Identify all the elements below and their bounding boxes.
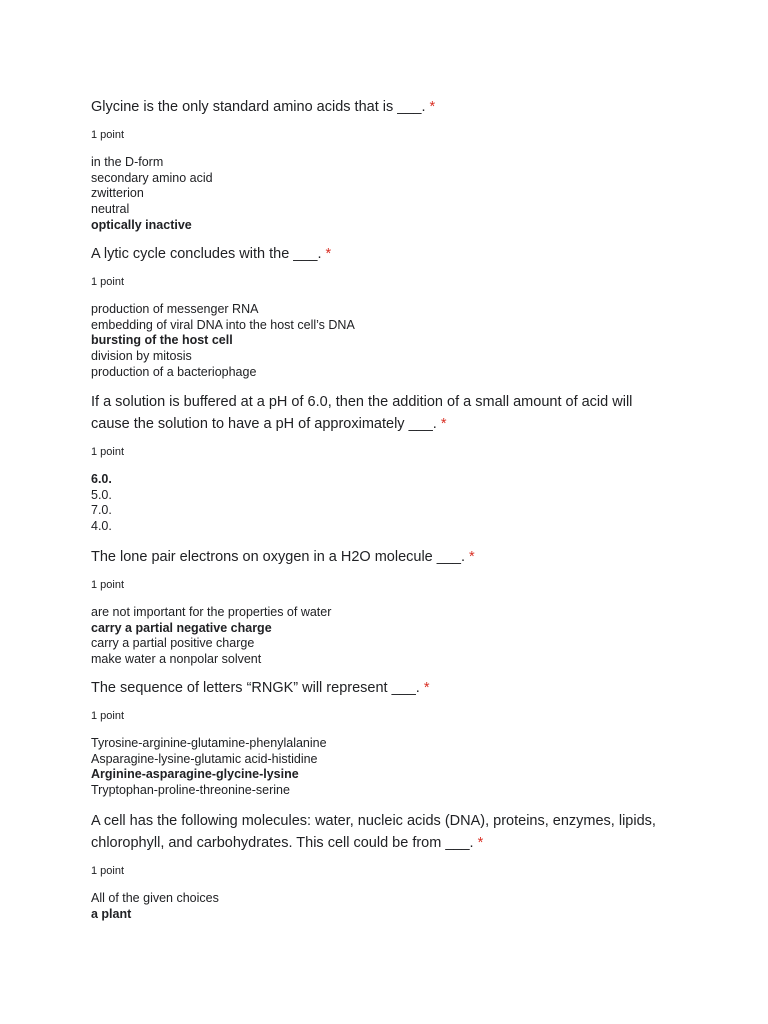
required-asterisk: *	[325, 246, 332, 262]
correct-answer-option: carry a partial negative charge	[91, 620, 272, 635]
answer-option: Asparagine-lysine-glutamic acid-histidine	[91, 751, 318, 766]
answer-option: Tyrosine-arginine-glutamine-phenylalanine	[91, 736, 327, 750]
required-asterisk: *	[423, 680, 430, 696]
correct-answer-option: a plant	[91, 906, 132, 921]
answer-option: zwitterion	[91, 186, 144, 201]
points-label: 1 point	[91, 129, 125, 141]
answer-option: division by mitosis	[91, 349, 192, 364]
question-text: The lone pair electrons on oxygen in a H2O molecule ___. *	[91, 549, 475, 565]
required-asterisk: *	[440, 416, 447, 432]
question-4	[91, 546, 658, 668]
question-3	[91, 391, 658, 535]
question-text: A cell has the following molecules: water, nucleic acids (DNA), proteins, enzymes, lipids, chlorophyll, and carbohydrates. This cell could be from ___. *	[91, 813, 656, 851]
correct-answer-option: bursting of the host cell	[91, 333, 233, 348]
points-label: 1 point	[91, 865, 125, 877]
question-text: If a solution is buffered at a pH of 6.0, then the addition of a small amount of acid will cause the solution to have a pH of approximately ___. *	[91, 394, 633, 432]
question-2	[91, 243, 658, 381]
answer-option: All of the given choices	[91, 891, 219, 905]
answer-option: carry a partial positive charge	[91, 636, 255, 651]
question-text: Glycine is the only standard amino acids that is ___. *	[91, 99, 436, 115]
answer-option: production of messenger RNA	[91, 302, 259, 316]
answer-option: 5.0.	[91, 487, 112, 502]
required-asterisk: *	[429, 99, 436, 115]
points-label: 1 point	[91, 579, 125, 591]
answer-option: make water a nonpolar solvent	[91, 652, 262, 667]
required-asterisk: *	[469, 549, 475, 565]
answer-option: embedding of viral DNA into the host cell’s DNA	[91, 317, 355, 332]
question-text: The sequence of letters “RNGK” will represent ___. *	[91, 680, 430, 696]
correct-answer-option: 6.0.	[91, 472, 112, 486]
question-1	[91, 96, 658, 234]
answer-option: in the D-form	[91, 155, 164, 169]
answer-option: 7.0.	[91, 503, 112, 518]
required-asterisk: *	[477, 835, 484, 851]
answer-option: Tryptophan-proline-threonine-serine	[91, 783, 290, 798]
correct-answer-option: Arginine-asparagine-glycine-lysine	[91, 767, 299, 782]
question-6	[91, 810, 658, 922]
points-label: 1 point	[91, 446, 125, 458]
answer-option: production of a bacteriophage	[91, 364, 257, 379]
answer-option: secondary amino acid	[91, 170, 213, 185]
answer-option: neutral	[91, 202, 130, 217]
answer-option: are not important for the properties of water	[91, 605, 332, 619]
points-label: 1 point	[91, 276, 125, 288]
question-5	[91, 677, 658, 799]
answer-option: 4.0.	[91, 519, 112, 534]
correct-answer-option: optically inactive	[91, 217, 192, 232]
question-text: A lytic cycle concludes with the ___. *	[91, 246, 332, 262]
points-label: 1 point	[91, 710, 125, 722]
